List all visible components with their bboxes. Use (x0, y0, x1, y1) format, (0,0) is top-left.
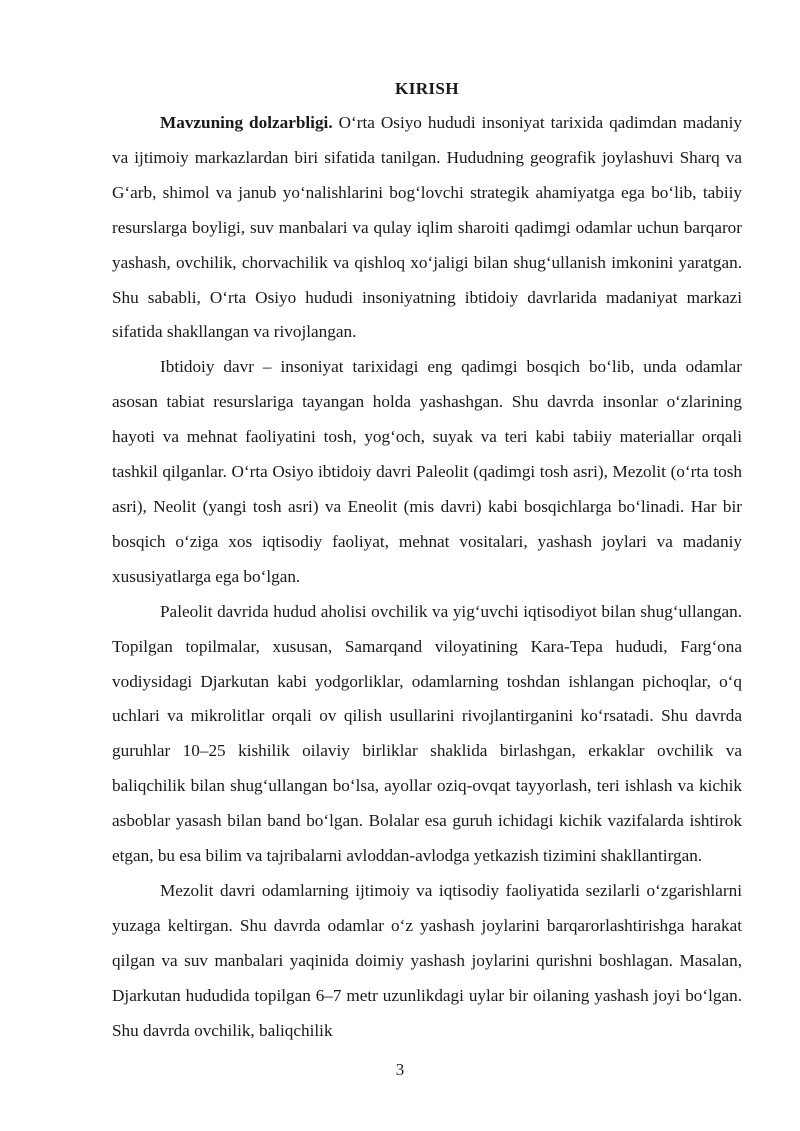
paragraph-paleolithic: Paleolit davrida hudud aholisi ovchilik va yig‘uvchi iqtisodiyot bilan shug‘ullangan. Topilgan topilmalar, xususan, Samarqand viloyatining Kara-Tepa hududi, Farg‘ona vodiysidagi Djarkutan kabi yodgorliklar, odamlarning toshdan ishlangan pichoqlar, o‘q uchlari va mikrolitlar orqali ov qilish usullarini rivojlantirganini ko‘rsatadi. Shu davrda guruhlar 10–25 kishilik oilaviy birliklar shaklida birlashgan, erkaklar ovchilik va baliqchilik bilan shug‘ullangan bo‘lsa, ayollar oziq-ovqat tayyorlash, teri ishlash va kichik asboblar yasash bilan band bo‘lgan. Bolalar esa guruh ichidagi kichik vazifalarda ishtirok etgan, bu esa bilim va tajribalarni avloddan-avlodga yetkazish tizimini shakllantirgan. (112, 601, 742, 866)
paragraph-primitive-era: Ibtidoiy davr – insoniyat tarixidagi eng qadimgi bosqich bo‘lib, unda odamlar asosan tabiat resurslariga tayangan holda yashashgan. Shu davrda insonlar o‘zlarining hayoti va mehnat faoliyatini tosh, yog‘och, suyak va teri kabi tabiiy materiallar orqali tashkil qilganlar. O‘rta Osiyo ibtidoiy davri Paleolit (qadimgi tosh asri), Mezolit (o‘rta tosh asri), Neolit (yangi tosh asri) va Eneolit (mis davri) kabi bosqichlarga bo‘linadi. Har bir bosqich o‘ziga xos iqtisodiy faoliyat, mehnat vositalari, yashash joylari va madaniy xususiyatlarga ega bo‘lgan. (112, 357, 742, 586)
paragraph-mesolithic: Mezolit davri odamlarning ijtimoiy va iqtisodiy faoliyatida sezilarli o‘zgarishlarni yuzaga keltirgan. Shu davrda odamlar o‘z yashash joylarini barqarorlashtirishga harakat qilgan va suv manbalari yaqinida doimiy yashash joylarini qurishni boshlagan. Masalan, Djarkutan hududida topilgan 6–7 metr uzunlikdagi uylar bir oilaning yashash joyi bo‘lgan. Shu davrda ovchilik, baliqchilik (112, 880, 742, 1040)
page-number: 3 (395, 1060, 405, 1079)
paragraph-relevance (112, 106, 742, 350)
paragraph-text: O‘rta Osiyo hududi insoniyat tarixida qadimdan madaniy va ijtimoiy markazlardan biri sifatida tanilgan. Hududning geografik joylashuvi Sharq va G‘arb, shimol va janub yo‘nalishlarini bog‘lovchi strategik ahamiyatga ega bo‘lib, tabiiy resurslarga boyligi, suv manbalari va qulay iqlim sharoiti qadimgi odamlar uchun barqaror yashash, ovchilik, chorvachilik va qishloq xo‘jaligi bilan shug‘ullanish imkonini yaratgan. Shu sababli, O‘rta Osiyo hududi insoniyatning ibtidoiy davrlarida madaniyat markazi sifatida shakllangan va rivojlangan. (112, 113, 743, 342)
body-text (112, 72, 742, 1048)
paragraph-lead: Mavzuning dolzarbligi. (160, 113, 333, 132)
section-heading: KIRISH (395, 79, 459, 98)
